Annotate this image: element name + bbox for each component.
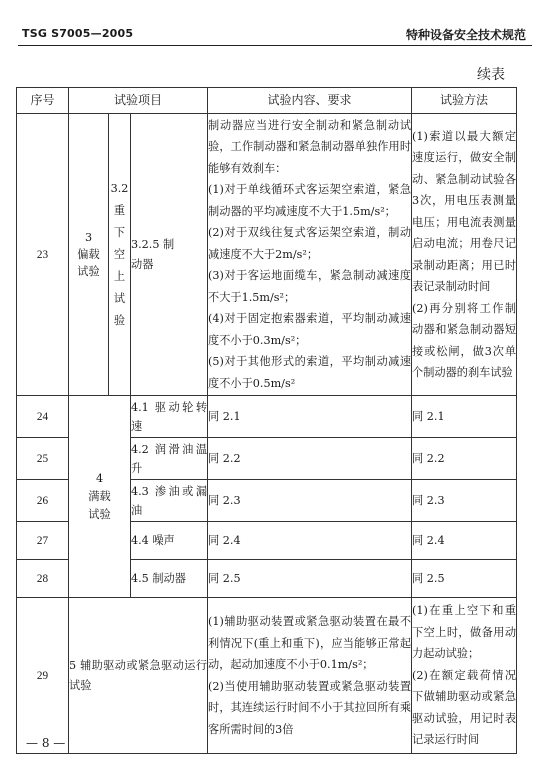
table-row-24	[17, 396, 517, 438]
item-label: 4.1 驱动轮转速	[131, 396, 208, 438]
requirement-text: 同 2.3	[208, 480, 412, 522]
item-label-brake: 3.2.5 制 动器	[131, 114, 208, 396]
header-item: 试验项目	[69, 88, 208, 114]
requirement-text: (1)辅助驱动装置或紧急驱动装置在最不利情况下(重上和重下)，应当能够正常起动，起动加速度不小于0.1m/s²； (2)当使用辅助驱动装置或紧急驱动装置时，其连续运行时间不小于其拉回所有乘客所需时间的3倍	[208, 598, 412, 754]
requirement-text: 同 2.2	[208, 438, 412, 480]
item-label-auxiliary-drive: 5 辅助驱动或紧急驱动运行试验	[69, 598, 208, 754]
sub-group-label: 3.2 重 下 空 上 试 验	[109, 114, 131, 396]
row-number: 29	[17, 598, 69, 754]
table-header-row	[17, 88, 517, 114]
item-label: 4.3 渗油或漏油	[131, 480, 208, 522]
requirement-text: 同 2.4	[208, 522, 412, 560]
header-method: 试验方法	[412, 88, 517, 114]
method-text: (1)在重上空下和重下空上时，做备用动力起动试验； (2)在额定载荷情况下做辅助驱动或紧急驱动试验，用记时表记录运行时间	[412, 598, 517, 754]
continued-label: 续表	[477, 67, 505, 83]
method-text: 同 2.5	[412, 560, 517, 598]
requirement-text: 制动器应当进行安全制动和紧急制动试验，工作制动器和紧急制动器单独作用时能够有效刹车： (1)对于单线循环式客运架空索道，紧急制动器的平均减速度不大于1.5m/s²； (2)对于双线往复式客运架空索道，制动减速度不大于2m/s²； (3)对于客运地面缆车，紧急制动减速度不大于1.5m/s²； (4)对于固定抱索器索道，平均制动减速度不小于0.3m/s²； (5)对于其他形式的索道，平均制动减速度不小于0.5m/s²	[208, 114, 412, 396]
test-items-table	[16, 87, 517, 754]
row-number: 26	[17, 480, 69, 522]
row-number: 25	[17, 438, 69, 480]
requirement-text: 同 2.1	[208, 396, 412, 438]
item-label: 4.5 制动器	[131, 560, 208, 598]
method-text: 同 2.2	[412, 438, 517, 480]
row-number: 28	[17, 560, 69, 598]
item-label: 4.4 噪声	[131, 522, 208, 560]
document-code: TSG S7005—2005	[22, 27, 134, 40]
method-text: 同 2.1	[412, 396, 517, 438]
document-series-title: 特种设备安全技术规范	[405, 28, 526, 42]
method-text: (1)索道以最大额定速度运行，做安全制动、紧急制动试验各3次，用电压表测量电压；用电流表测量启动电流；用卷尺记录制动距离；用已时表记录制动时间 (2)再分别将工作制动器和紧急制动器短接或松闸，做3次单个制动器的刹车试验	[412, 114, 517, 396]
row-number: 23	[17, 114, 69, 396]
requirement-text: 同 2.5	[208, 560, 412, 598]
table-row-29	[17, 598, 517, 754]
group-label-eccentric-load: 3 偏载 试验	[69, 114, 109, 396]
page-number: — 8 —	[26, 736, 66, 750]
group-label-full-load: 4 满载 试验	[69, 396, 131, 598]
method-text: 同 2.3	[412, 480, 517, 522]
table-row-23	[17, 114, 517, 396]
header-rule	[18, 45, 532, 46]
item-label: 4.2 润滑油温升	[131, 438, 208, 480]
header-no: 序号	[17, 88, 69, 114]
row-number: 24	[17, 396, 69, 438]
row-number: 27	[17, 522, 69, 560]
header-content: 试验内容、要求	[208, 88, 412, 114]
method-text: 同 2.4	[412, 522, 517, 560]
